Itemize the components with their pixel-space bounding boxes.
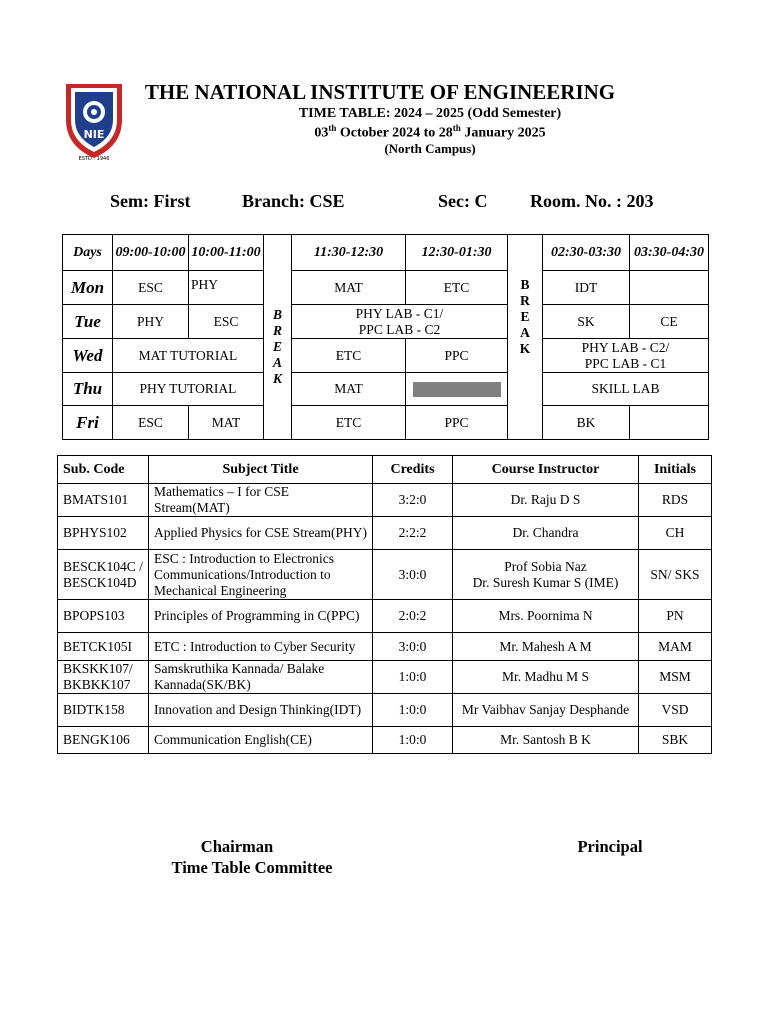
day-label: Thu: [63, 373, 113, 406]
sub-code: BPHYS102: [58, 517, 149, 550]
row-mon: [63, 271, 709, 305]
row-tue: [63, 305, 709, 339]
sub-title: Communication English(CE): [149, 727, 373, 754]
institute-logo: [62, 80, 126, 164]
table-row: [58, 727, 712, 754]
cell: PPC: [406, 339, 508, 373]
cell: MAT: [292, 373, 406, 406]
branch: Branch: CSE: [242, 191, 345, 211]
sub-code: BIDTK158: [58, 694, 149, 727]
shaded-block: [413, 382, 501, 397]
day-label: Mon: [63, 271, 113, 305]
semester: Sem: First: [110, 191, 191, 211]
table-row: [58, 661, 712, 694]
sub-initials: MAM: [639, 633, 712, 661]
sub-code: BMATS101: [58, 484, 149, 517]
header-slot-1: 09:00-10:00: [113, 235, 189, 271]
header-slot-3: 11:30-12:30: [292, 235, 406, 271]
sub-instructor: Mr. Mahesh A M: [453, 633, 639, 661]
cell: BK: [543, 406, 630, 440]
header-slot-4: 12:30-01:30: [406, 235, 508, 271]
header-slot-5: 02:30-03:30: [543, 235, 630, 271]
sub-code: BETCK105I: [58, 633, 149, 661]
sub-code: BKSKK107/ BKBKK107: [58, 661, 149, 694]
sub-initials: PN: [639, 600, 712, 633]
sub-title: Innovation and Design Thinking(IDT): [149, 694, 373, 727]
sub-initials: VSD: [639, 694, 712, 727]
sub-instructor: Mr. Santosh B K: [453, 727, 639, 754]
row-wed: [63, 339, 709, 373]
cell: PHY: [113, 305, 189, 339]
sub-credits: 3:2:0: [373, 484, 453, 517]
sub-credits: 3:0:0: [373, 550, 453, 600]
cell: SK: [543, 305, 630, 339]
sub-credits: 1:0:0: [373, 694, 453, 727]
subjects-header-row: [58, 456, 712, 484]
shaded-cell: [406, 373, 508, 406]
lab-cell: PHY LAB - C2/ PPC LAB - C1: [543, 339, 709, 373]
sub-instructor: Dr. Chandra: [453, 517, 639, 550]
logo-estd: ESTD : 1946: [78, 156, 110, 162]
sub-credits: 3:0:0: [373, 633, 453, 661]
header-title: Subject Title: [149, 456, 373, 484]
committee-label: Time Table Committee: [171, 858, 333, 877]
cell: PPC: [406, 406, 508, 440]
sub-initials: RDS: [639, 484, 712, 517]
tutorial-cell: MAT TUTORIAL: [113, 339, 264, 373]
day-label: Wed: [63, 339, 113, 373]
sub-initials: SBK: [639, 727, 712, 754]
table-row: [58, 550, 712, 600]
cell: ESC: [113, 406, 189, 440]
tutorial-cell: PHY TUTORIAL: [113, 373, 264, 406]
sub-initials: SN/ SKS: [639, 550, 712, 600]
cell: [630, 271, 709, 305]
header-code: Sub. Code: [58, 456, 149, 484]
logo-text: NIE: [83, 128, 105, 141]
sub-initials: CH: [639, 517, 712, 550]
table-row: [58, 517, 712, 550]
sub-code: BPOPS103: [58, 600, 149, 633]
room-number: Room. No. : 203: [530, 191, 654, 211]
cell: MAT: [292, 271, 406, 305]
sub-code: BESCK104C / BESCK104D: [58, 550, 149, 600]
cell: ETC: [292, 406, 406, 440]
row-fri: [63, 406, 709, 440]
cell: MAT: [189, 406, 264, 440]
institute-name: THE NATIONAL INSTITUTE OF ENGINEERING: [144, 80, 616, 104]
table-row: [58, 694, 712, 727]
campus: (North Campus): [384, 141, 476, 156]
skill-lab-cell: SKILL LAB: [543, 373, 709, 406]
cell: ETC: [292, 339, 406, 373]
cell: [630, 406, 709, 440]
header-slot-6: 03:30-04:30: [630, 235, 709, 271]
lunch-break: B R E A K: [508, 235, 543, 440]
header-instructor: Course Instructor: [453, 456, 639, 484]
timetable-title: TIME TABLE: 2024 – 2025 (Odd Semester): [298, 106, 562, 121]
sub-title: Applied Physics for CSE Stream(PHY): [149, 517, 373, 550]
sub-credits: 2:2:2: [373, 517, 453, 550]
cell: ESC: [113, 271, 189, 305]
sub-code: BENGK106: [58, 727, 149, 754]
timetable: [62, 234, 709, 440]
principal-label: Principal: [577, 837, 643, 856]
header-credits: Credits: [373, 456, 453, 484]
sub-title: ETC : Introduction to Cyber Security: [149, 633, 373, 661]
sub-title: Principles of Programming in C(PPC): [149, 600, 373, 633]
sub-instructor: Dr. Raju D S: [453, 484, 639, 517]
sub-instructor: Prof Sobia Naz Dr. Suresh Kumar S (IME): [453, 550, 639, 600]
lab-cell: PHY LAB - C1/ PPC LAB - C2: [292, 305, 508, 339]
header-days: Days: [63, 235, 113, 271]
sub-title: ESC : Introduction to Electronics Communications/Introduction to Mechanical Engineering: [149, 550, 373, 600]
header-initials: Initials: [639, 456, 712, 484]
sub-credits: 1:0:0: [373, 727, 453, 754]
sub-instructor: Mr. Madhu M S: [453, 661, 639, 694]
row-thu: [63, 373, 709, 406]
day-label: Fri: [63, 406, 113, 440]
sub-credits: 1:0:0: [373, 661, 453, 694]
timetable-header-row: [63, 235, 709, 271]
subjects-table: [57, 455, 712, 754]
chairman-label: Chairman: [200, 837, 274, 856]
table-row: [58, 600, 712, 633]
date-range: 03th October 2024 to 28th January 2025: [314, 123, 546, 141]
section: Sec: C: [438, 191, 488, 211]
cell: PHY: [189, 271, 264, 305]
table-row: [58, 484, 712, 517]
sub-credits: 2:0:2: [373, 600, 453, 633]
sub-title: Samskruthika Kannada/ Balake Kannada(SK/BK): [149, 661, 373, 694]
sub-initials: MSM: [639, 661, 712, 694]
header-slot-2: 10:00-11:00: [189, 235, 264, 271]
sub-title: Mathematics – I for CSE Stream(MAT): [149, 484, 373, 517]
cell: ETC: [406, 271, 508, 305]
sub-instructor: Mr Vaibhav Sanjay Desphande: [453, 694, 639, 727]
cell: IDT: [543, 271, 630, 305]
cell: ESC: [189, 305, 264, 339]
morning-break: B R E A K: [264, 235, 292, 440]
day-label: Tue: [63, 305, 113, 339]
sub-instructor: Mrs. Poornima N: [453, 600, 639, 633]
cell: CE: [630, 305, 709, 339]
table-row: [58, 633, 712, 661]
